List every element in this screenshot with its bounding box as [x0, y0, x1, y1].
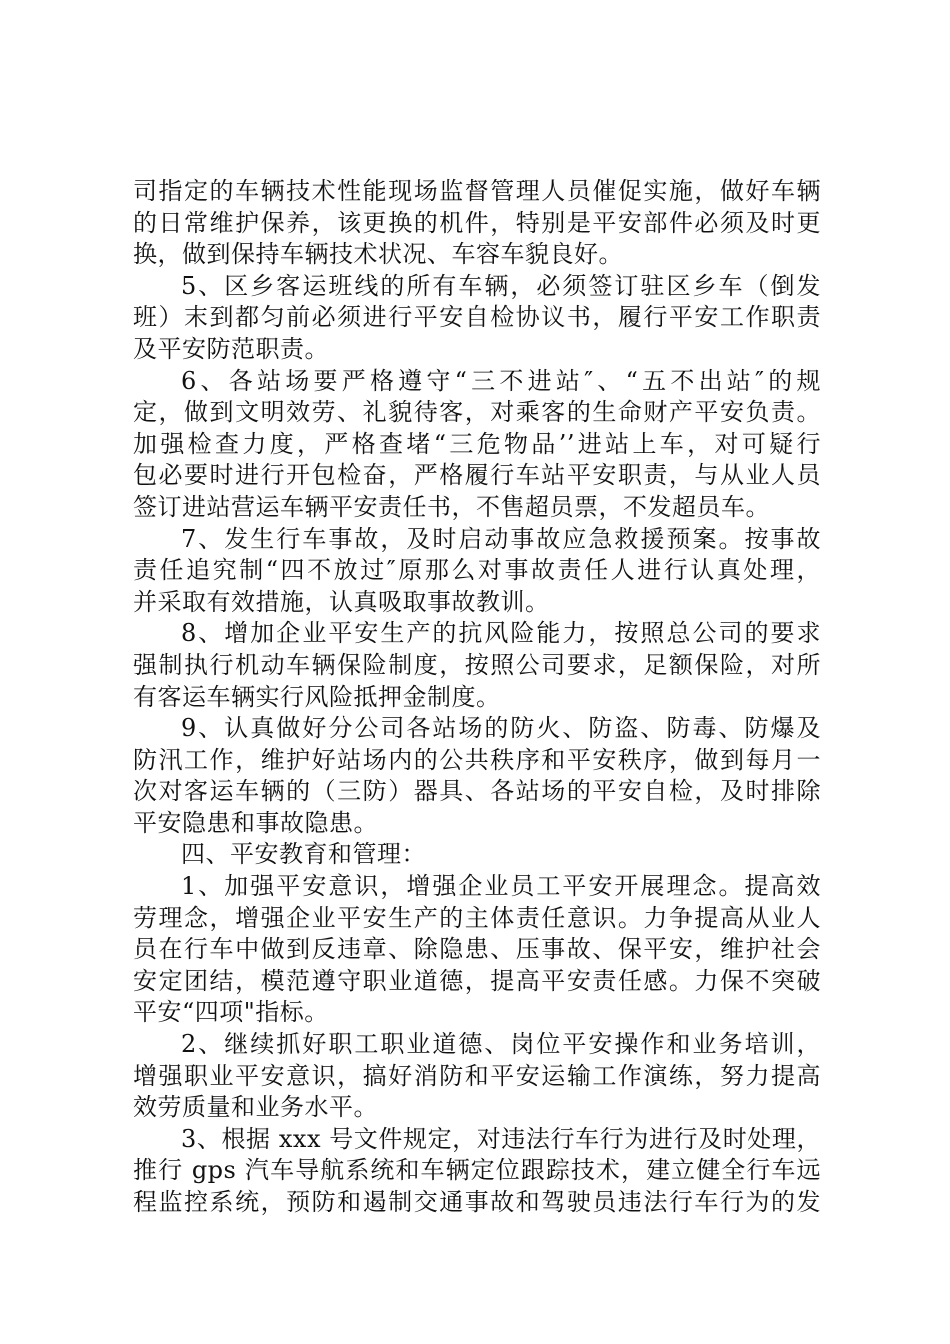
paragraph-line: 包必要时进行开包检奋，严格履行车站平安职责，与从业人员 [133, 461, 821, 490]
paragraph-line: 次对客运车辆的（三防）器具、各站场的平安自检，及时排除 [133, 777, 821, 806]
paragraph-line: 效劳质量和业务水平。 [133, 1093, 378, 1122]
paragraph-first-line: 2、继续抓好职工职业道德、岗位平安操作和业务培训， [181, 1030, 821, 1059]
paragraph-first-line: 3、根据 xxx 号文件规定，对违法行车行为进行及时处理， [181, 1124, 821, 1153]
paragraph-line: 强制执行机动车辆保险制度，按照公司要求，足额保险，对所 [133, 650, 821, 679]
paragraph-first-line: 1、加强平安意识，增强企业员工平安开展理念。提高效 [181, 872, 821, 901]
paragraph-first-line: 6、各站场要严格遵守“三不进站″、“五不出站″的规 [181, 366, 821, 395]
paragraph-first-line: 9、认真做好分公司各站场的防火、防盗、防毒、防爆及 [181, 714, 821, 743]
paragraph-line: 的日常维护保养，该更换的机件，特别是平安部件必须及时更 [133, 208, 821, 237]
paragraph-line: 责任追究制“四不放过″原那么对事故责任人进行认真处理， [133, 556, 821, 585]
paragraph-line: 平安“四项"指标。 [133, 998, 329, 1027]
paragraph-line: 班）末到都匀前必须进行平安自检协议书，履行平安工作职责 [133, 303, 821, 332]
paragraph-line: 签订进站营运车辆平安责任书，不售超员票，不发超员车。 [133, 492, 770, 521]
paragraph-line: 劳理念，增强企业平安生产的主体责任意识。力争提高从业人 [133, 903, 821, 932]
paragraph-line: 定，做到文明效劳、礼貌待客，对乘客的生命财产平安负责。 [133, 398, 821, 427]
paragraph-first-line: 5、区乡客运班线的所有车辆，必须签订驻区乡车（倒发 [181, 271, 821, 300]
paragraph-line: 防汛工作，维护好站场内的公共秩序和平安秩序，做到每月一 [133, 745, 821, 774]
paragraph-line: 并采取有效措施，认真吸取事故教训。 [133, 587, 550, 616]
paragraph-line: 安定团结，模范遵守职业道德，提高平安责任感。力保不突破 [133, 966, 821, 995]
paragraph-line: 加强检查力度，严格查堵“三危物品’’进站上车，对可疑行 [133, 429, 821, 458]
paragraph-line: 程监控系统，预防和遏制交通事故和驾驶员违法行车行为的发 [133, 1188, 821, 1216]
paragraph-line: 司指定的车辆技术性能现场监督管理人员催促实施，做好车辆 [133, 177, 821, 205]
document-body [133, 176, 821, 1219]
paragraph-line: 及平安防范职责。 [133, 334, 329, 363]
paragraph-line: 有客运车辆实行风险抵押金制度。 [133, 682, 501, 711]
paragraph-first-line: 8、增加企业平安生产的抗风险能力，按照总公司的要求 [181, 619, 821, 648]
paragraph-first-line: 四、平安教育和管理： [181, 840, 426, 869]
paragraph-line: 增强职业平安意识，搞好消防和平安运输工作演练，努力提高 [133, 1061, 821, 1090]
paragraph-first-line: 7、发生行车事故，及时启动事故应急救援预案。按事故 [181, 524, 821, 553]
paragraph-line: 员在行车中做到反违章、除隐患、压事故、保平安，维护社会 [133, 935, 821, 964]
paragraph-line: 平安隐患和事故隐患。 [133, 808, 378, 837]
paragraph-line: 推行 gps 汽车导航系统和车辆定位跟踪技术，建立健全行车远 [133, 1156, 821, 1185]
paragraph-line: 换，做到保持车辆技术状况、车容车貌良好。 [133, 240, 623, 269]
